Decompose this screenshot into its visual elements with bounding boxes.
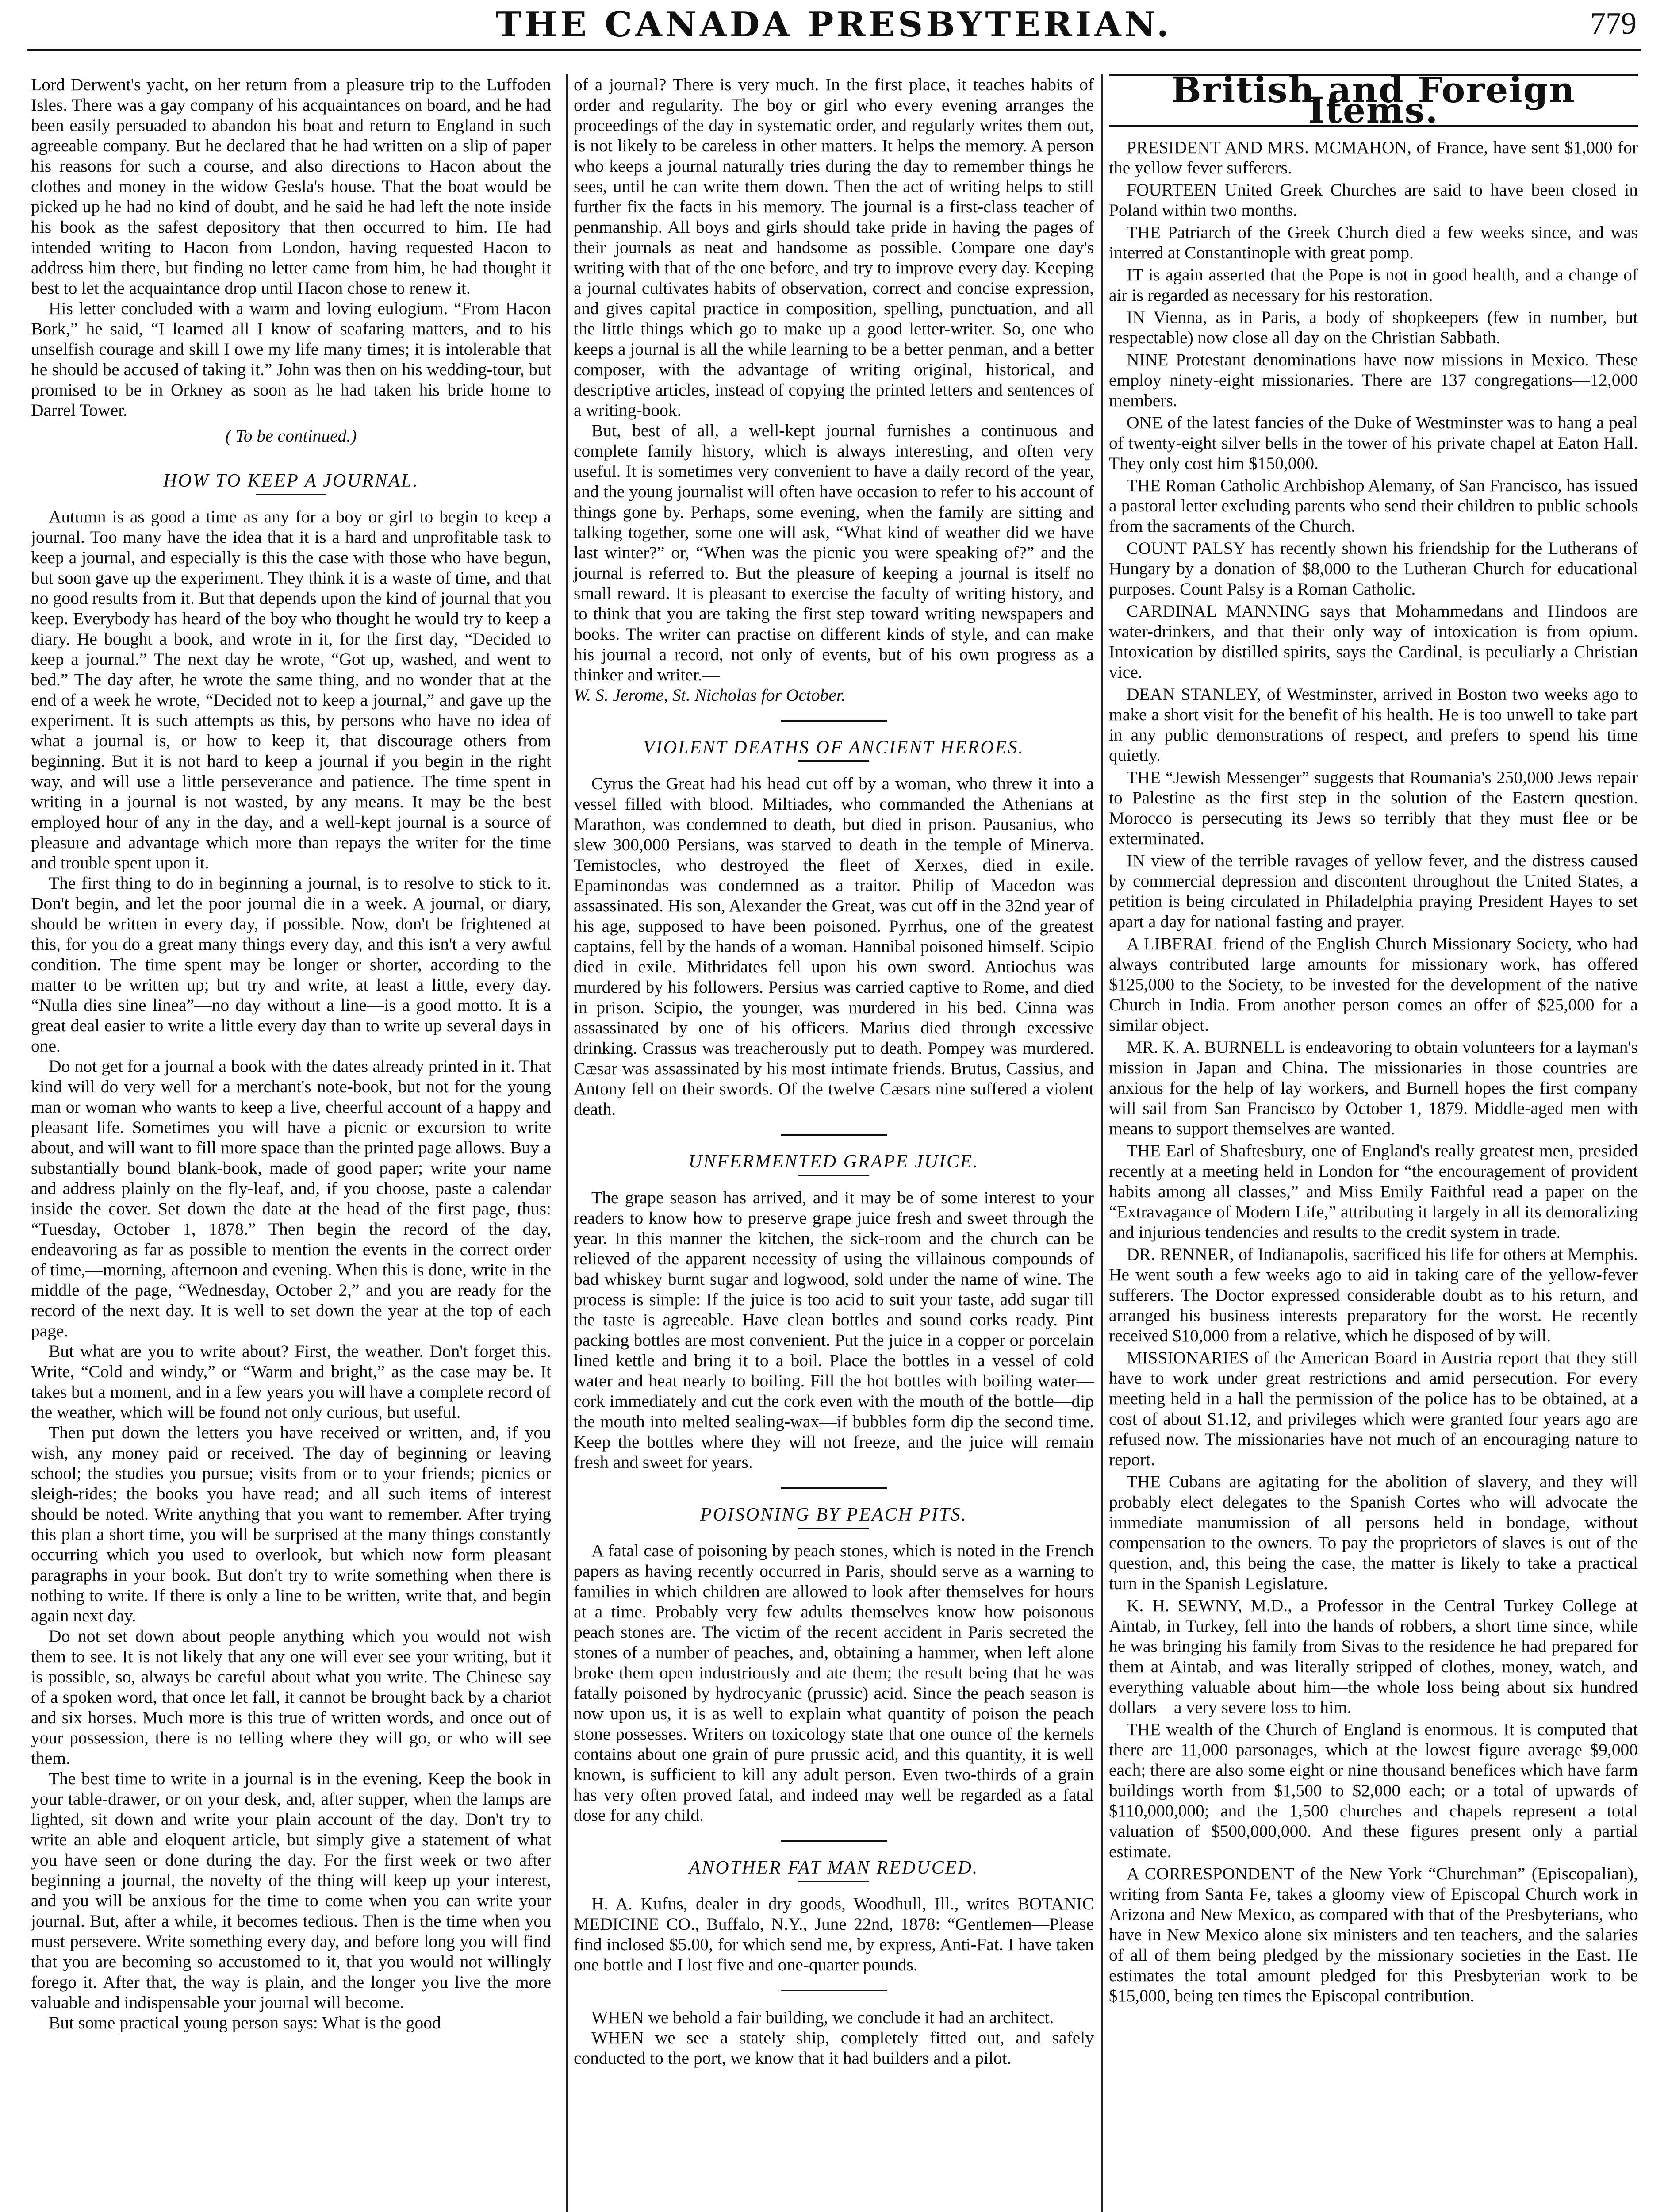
news-item <box>1109 307 1638 348</box>
heading-rule <box>798 760 869 762</box>
journal-article-text <box>31 507 551 2033</box>
news-item <box>1109 412 1638 473</box>
news-item <box>1109 1595 1638 1717</box>
paragraph: Do not get for a journal a book with the dates already printed in it. That kind will do very well for a merchant's note-book, but not for the young man or woman who wants to keep a live, cheerful account of a happy and pleasant life. Sometimes you will have a picnic or excursion to write about, and will want to fill more space than the printed page allows. Buy a substantially bound blank-book, made of good paper; write your name and address plainly on the fly-leaf, and, if you choose, paste a calendar inside the cover. Set down the date at the head of the first page, thus: “Tuesday, October 1, 1878.” Then begin the record of the day, endeavoring as far as possible to mention the events in the correct order of time,—morning, afternoon and evening. When this is done, write in the middle of the page, “Wednesday, October 2,” and you are ready for the record of the next day. It is well to set down the year at the top of each page. <box>31 1056 551 1340</box>
closing-paragraphs <box>574 2007 1094 2068</box>
paragraph: But what are you to write about? First, the weather. Don't forget this. Write, “Cold and windy,” or “Warm and bright,” as the case may be. It takes but a moment, and in a few years you will have a complete record of the weather, which will be found not only curious, but useful. <box>31 1341 551 1422</box>
news-item-text: Vienna, as in Paris, a body of shopkeepers (few in number, but respectable) now close all day on the Christian Sabbath. <box>1109 307 1638 347</box>
serial-story-text <box>31 74 551 420</box>
grape-heading: UNFERMENTED GRAPE JUICE. <box>688 1152 979 1172</box>
news-item <box>1109 265 1638 305</box>
paragraph: WHEN we see a stately ship, completely fitted out, and safely conducted to the port, we know that it had builders and a pilot. <box>574 2028 1094 2068</box>
news-item <box>1109 538 1638 599</box>
peach-heading: POISONING BY PEACH PITS. <box>700 1505 967 1525</box>
news-item-lead: DR. RENNER, <box>1127 1244 1234 1264</box>
news-item-lead: CARDINAL MANNING <box>1127 601 1311 621</box>
news-item-lead: THE <box>1127 768 1161 787</box>
news-item-lead: THE <box>1127 1472 1161 1491</box>
page-number: 779 <box>1590 7 1637 41</box>
news-item-lead: MISSIONARIES <box>1127 1348 1249 1367</box>
news-item-lead: A CORRESPONDENT <box>1127 1864 1294 1883</box>
news-item-text: United Greek Churches are said to have been closed in Poland within two months. <box>1109 180 1638 220</box>
news-item <box>1109 850 1638 932</box>
news-item-lead: IT <box>1127 265 1143 284</box>
news-item <box>1109 601 1638 682</box>
paragraph: WHEN we behold a fair building, we conclude it had an architect. <box>591 2008 1054 2027</box>
news-item-text: of Indianapolis, sacrificed his life for others at Memphis. He went south a few weeks ago to aid in taking care of the yellow-fever sufferers. The Doctor expressed considerable doubt as to his return, and arranged his business interests preparatory for the worst. He recently received $10,000 from a relative, which he disposed of by will. <box>1109 1244 1638 1345</box>
fatman-heading: ANOTHER FAT MAN REDUCED. <box>689 1858 979 1878</box>
paragraph: Cyrus the Great had his head cut off by a woman, who threw it into a vessel filled with blood. Miltiades, who commanded the Athenians at Marathon, was condemned to death, but died in prison. Pausanius, who slew 300,000 Persians, was starved to death in the temple of Minerva. Temistocles, who destroyed the fleet of Xerxes, died in exile. Epaminondas was condemned as a traitor. Philip of Macedon was assassinated. His son, Alexander the Great, was cut off in the 32nd year of his age, supposed to have been poisoned. Pyrrhus, one of the greatest captains, fell by the hands of a woman. Hannibal poisoned himself. Scipio died in exile. Mithridates fell upon his own sword. Antiochus was murdered by his followers. Persius was carried captive to Rome, and died in prison. Scipio, the younger, was murdered in his bed. Cinna was assassinated by one of his officers. Marius died through excessive drinking. Crassus was treacherously put to death. Pompey was murdered. Cæsar was assassinated by his most intimate friends. Brutus, Cassius, and Antony fell on their swords. Of the twelve Cæsars nine suffered a violent death. <box>574 774 1094 1119</box>
deaths-heading: VIOLENT DEATHS OF ANCIENT HEROES. <box>643 737 1024 758</box>
news-item-text: is again asserted that the Pope is not in good health, and a change of air is regarded as necessary for his restoration. <box>1109 265 1638 305</box>
british-foreign-items-title: British and Foreign Items. <box>1109 74 1638 127</box>
paragraph: Then put down the letters you have received or written, and, if you wish, any money paid or received. The day of beginning or leaving school; the studies you pursue; visits from or to your friends; picnics or sleigh-rides; the books you have read; and all such items of interest should be noted. Write anything that you want to remember. After trying this plan a short time, you will be surprised at the many things constantly occurring which you used to overlook, but which now form pleasant paragraphs in your book. But don't try to write something when there is nothing to write. If there is only a line to be written, write that, and begin again next day. <box>31 1423 551 1625</box>
news-item-text: Earl of Shaftesbury, one of England's really greatest men, presided recently at a meeting held in London for “the encouragement of provident habits among all classes,” and Miss Emily Faithful read a paper on the “Extravagance of Modern Life,” attributing it largely in all its demoralizing and injurious tendencies and results to the credit system in trade. <box>1109 1141 1638 1242</box>
section-divider <box>781 1840 887 1842</box>
heading-rule <box>798 1175 869 1176</box>
news-item-text: is endeavoring to obtain volunteers for a layman's mission in Japan and China. The missionaries in those countries are anxious for the help of lay workers, and Burnell hopes the first company will sail from San Francisco by October 1, 1879. Middle-aged men with means to support themselves are wanted. <box>1109 1037 1638 1138</box>
news-item-lead: THE <box>1127 1720 1161 1739</box>
section-divider <box>781 720 887 722</box>
newspaper-title: THE CANADA PRESBYTERIAN. <box>495 4 1172 45</box>
news-item-text: of the latest fancies of the Duke of Westminster was to hang a peal of twenty-eight silver bells in the tower of his private chapel at Eaton Hall. They only cost him $150,000. <box>1109 413 1638 473</box>
news-item-lead: NINE <box>1127 350 1169 369</box>
news-item-lead: ONE <box>1127 413 1163 432</box>
news-item-lead: PRESIDENT AND MRS. MCMAHON, <box>1127 138 1411 157</box>
journal-heading: HOW TO KEEP A JOURNAL. <box>163 471 419 491</box>
news-item-text: has recently shown his friendship for the Lutherans of Hungary by a donation of $8,000 to the Lutheran Church for educational purposes. Count Palsy is a Roman Catholic. <box>1109 538 1638 599</box>
paragraph: His letter concluded with a warm and loving eulogium. “From Hacon Bork,” he said, “I learned all I know of seafaring matters, and to his unselfish courage and skill I owe my life many times; it is intolerable that he should be accused of taking it.” John was then on his wedding-tour, but promised to be in Orkney as soon as he had taken his bride home to Darrel Tower. <box>31 299 551 420</box>
news-item-lead: K. H. SEWNY, M.D., <box>1127 1596 1292 1615</box>
paragraph: The grape season has arrived, and it may be of some interest to your readers to know how to preserve grape juice fresh and sweet through the year. In this manner the kitchen, the sick-room and the church can be relieved of the apparent necessity of using the villainous compounds of bad whiskey burnt sugar and logwood, sold under the name of wine. The process is simple: If the juice is too acid to suit your taste, add sugar till the taste is agreeable. Have clean bottles and sound corks ready. Pint packing bottles are most convenient. Put the juice in a copper or porcelain lined kettle and bring it to a boil. Place the bottles in a vessel of cold water and heat nearly to boiling. Fill the hot bottles with boiling water—cork immediately and cut the cork even with the mouth of the bottle—dip the mouth into melted sealing-wax—if bubbles form dip the second time. Keep the bottles where they will not freeze, and the juice will remain fresh and sweet for years. <box>574 1188 1094 1472</box>
paragraph: Lord Derwent's yacht, on her return from a pleasure trip to the Luffoden Isles. There was a gay company of his acquaintances on board, and he had been easily persuaded to abandon his boat and return to England in such agreeable company. But he declared that he had written on a slip of paper his reasons for such a course, and also directions to Hacon about the clothes and money in the widow Gesla's house. That the boat would be picked up he had no kind of doubt, and he said he had left the note inside his book as the safest depository that then occurred to him. He had intended writing to Hacon from London, having requested Hacon to address him there, but finding no letter came from him, he had thought it best to let the acquaintance drop until Hacon chose to renew it. <box>31 75 551 298</box>
heading-rule <box>256 494 326 495</box>
deaths-article-text <box>574 773 1094 1119</box>
news-item <box>1109 1141 1638 1242</box>
news-item-lead: THE <box>1127 1141 1161 1160</box>
paragraph: The first thing to do in beginning a journal, is to resolve to stick to it. Don't begin, and let the poor journal die in a week. A journal, or diary, should be written in every day, if possible. Now, don't be frightened at this, for you do a great many things every day, and this isn't a very awful condition. The time spent may be longer or shorter, according to the matter to be written up; but try and write, at least a little, every day. “Nulla dies sine linea”—no day without a line—is a good motto. It is a great deal easier to write a little every day than to write up several days in one. <box>31 873 551 1056</box>
news-item <box>1109 180 1638 220</box>
news-item-text: view of the terrible ravages of yellow fever, and the distress caused by commercial depression and discontent throughout the United States, a petition is being circulated in Philadelphia praying President Hayes to set apart a day for national fasting and prayer. <box>1109 851 1638 931</box>
news-item <box>1109 1244 1638 1346</box>
section-divider <box>781 1487 887 1489</box>
news-items-list <box>1109 137 1638 2006</box>
to-be-continued: ( To be continued.) <box>225 426 357 445</box>
news-item <box>1109 1471 1638 1594</box>
paragraph: A fatal case of poisoning by peach stones, which is noted in the French papers as having recently occurred in Paris, should serve as a warning to families in which children are allowed to look after themselves for hours at a time. Probably very few adults themselves know how poisonous peach stones are. The victim of the recent accident in Paris secreted the stones of a number of peaches, and, obtaining a hammer, when left alone broke them open industriously and ate them; the result being that he was fatally poisoned by hydrocyanic (prussic) acid. Since the peach season is now upon us, it is as well to explain what quantity of poison the peach stone possesses. Writers on toxicology state that one ounce of the kernels contains about one grain of pure prussic acid, and this quantity, it is well known, is sufficient to kill any adult person. Even two-thirds of a grain has very often proved fatal, and indeed may well be regarded as a fatal dose for any child. <box>574 1541 1094 1825</box>
news-item-lead: MR. K. A. BURNELL <box>1127 1037 1285 1057</box>
news-item-text: Roman Catholic Archbishop Alemany, of San Francisco, has issued a pastoral letter excluding parents who send their children to public schools from the sacraments of the Church. <box>1109 476 1638 536</box>
paragraph: But some practical young person says: What is the good <box>49 2013 441 2032</box>
news-item-text: of France, have sent $1,000 for the yellow fever sufferers. <box>1109 138 1638 177</box>
section-divider <box>781 1990 887 1991</box>
news-item-text: wealth of the Church of England is enormous. It is computed that there are 11,000 parsonages, which at the lowest figure average $9,000 each; there are also some eight or nine thousand benefices which have farm buildings worth from $1,500 to $2,000 each; or a total of upwards of $110,000,000; and the 1,500 churches and chapels represent a total valuation of $500,000,000. And these figures present only a partial estimate. <box>1109 1720 1638 1861</box>
news-item-text: “Jewish Messenger” suggests that Roumania's 250,000 Jews repair to Palestine as the first step in the solution of the Eastern question. Morocco is persecuting its Jews so terribly that they must flee or be exterminated. <box>1109 768 1638 848</box>
news-item-text: of Westminster, arrived in Boston two weeks ago to make a short visit for the benefit of his health. He is too unwell to take part in any public demonstrations of respect, and prefers to spend his time quietly. <box>1109 684 1638 765</box>
news-item <box>1109 222 1638 263</box>
news-item-lead: IN <box>1127 851 1145 870</box>
news-item <box>1109 1348 1638 1470</box>
journal-article-continuation <box>574 74 1094 685</box>
news-item-lead: THE <box>1127 223 1161 242</box>
journal-signature: W. S. Jerome, St. Nicholas for October. <box>574 685 846 705</box>
news-item-lead: THE <box>1127 476 1161 495</box>
news-item <box>1109 1719 1638 1862</box>
news-item <box>1109 349 1638 411</box>
news-item-lead: FOURTEEN <box>1127 180 1217 200</box>
masthead <box>27 0 1641 51</box>
news-item <box>1109 137 1638 178</box>
news-item <box>1109 475 1638 536</box>
column-left <box>31 74 551 2212</box>
news-item-text: of the New York “Churchman” (Episcopalian), writing from Santa Fe, takes a gloomy view of Episcopal Church work in Arizona and New Mexico, as compared with that of the Presbyterians, who have in New Mexico alone six ministers and ten teachers, and the salaries of all of them being pledged by the missionary societies in the East. He estimates the total amount pledged for this Presbyterian work to be $15,000, being ten times the Episcopal contribution. <box>1109 1864 1638 2005</box>
column-middle <box>566 74 1094 2212</box>
news-item <box>1109 684 1638 765</box>
heading-rule <box>798 1528 869 1529</box>
column-right <box>1101 69 1638 2212</box>
paragraph: But, best of all, a well-kept journal furnishes a continuous and complete family history, which is always interesting, and often very useful. It is sometimes very convenient to have a daily record of the year, and the young journalist will often have occasion to refer to his account of things gone by. Perhaps, some evening, when the family are sitting and talking together, some one will ask, “What kind of weather did we have last winter?” or, “When was the picnic you were speaking of?” and the journal is referred to. But the pleasure of keeping a journal is itself no small reward. It is pleasant to exercise the faculty of writing history, and to think that you are taking the first step toward writing newspapers and books. The writer can practise on different kinds of style, and can make his journal a record, not only of events, but of his own progress as a thinker and writer.— <box>574 421 1094 684</box>
paragraph: The best time to write in a journal is in the evening. Keep the book in your table-drawer, or on your desk, and, after supper, when the lamps are lighted, sit down and write your plain account of the day. Don't try to write an able and eloquent article, but simply give a statement of what you have seen or done during the day. For the first week or two after beginning a journal, the novelty of the thing will keep up your interest, and you will be anxious for the time to come when you can write your journal. But, after a while, it becomes tedious. Then is the time when you must persevere. Write something every day, and before long you will find that you are becoming so accustomed to it, that you would not willingly forego it. After that, the way is plain, and the longer you live the more valuable and indispensable your journal will become. <box>31 1769 551 2012</box>
peach-article-text <box>574 1540 1094 1825</box>
fatman-article-text <box>574 1893 1094 1975</box>
news-item-text: says that Mohammedans and Hindoos are water-drinkers, and that their only way of intoxication is from opium. Intoxication by distilled spirits, says the Cardinal, is peculiarly a Christian vice. <box>1109 601 1638 682</box>
news-item-text: Cubans are agitating for the abolition of slavery, and they will probably elect delegates to the Spanish Cortes who will advocate the immediate manumission of all persons held in bondage, without compensation to the owners. To pay the proprietors of slaves is out of the question, and, this being the case, the matter is likely to take a practical turn in the Spanish Legislature. <box>1109 1472 1638 1593</box>
heading-rule <box>798 1881 869 1882</box>
paragraph: H. A. Kufus, dealer in dry goods, Woodhull, Ill., writes BOTANIC MEDICINE CO., Buffalo, N.Y., June 22nd, 1878: “Gentlemen—Please find inclosed $5.00, for which send me, by express, Anti-Fat. I have taken one bottle and I lost five and one-quarter pounds. <box>574 1894 1094 1974</box>
paragraph: Do not set down about people anything which you would not wish them to see. It is not likely that any one will ever see your writing, but it is possible, so, always be careful about what you write. The Chinese say of a spoken word, that once let fall, it cannot be brought back by a chariot and six horses. Much more is this true of written words, and once out of your possession, there is no telling where they will go, or who will see them. <box>31 1626 551 1768</box>
news-item-text: Patriarch of the Greek Church died a few weeks since, and was interred at Constantinople with great pomp. <box>1109 223 1638 262</box>
news-item-lead: DEAN STANLEY, <box>1127 684 1262 704</box>
news-item-text: a Professor in the Central Turkey College at Aintab, in Turkey, fell into the hands of robbers, a short time since, while he was bringing his family from Sivas to the residence he had prepared for them at Aintab, and was literally stripped of clothes, money, watch, and everything valuable about him—the whole loss being about six hundred dollars—a very severe loss to him. <box>1109 1596 1638 1717</box>
news-item-lead: IN <box>1127 307 1145 327</box>
grape-article-text <box>574 1187 1094 1472</box>
news-item-lead: A LIBERAL <box>1127 934 1218 953</box>
news-item <box>1109 1037 1638 1139</box>
news-item <box>1109 1863 1638 2006</box>
section-divider <box>781 1134 887 1136</box>
news-item <box>1109 933 1638 1035</box>
news-item-text: Protestant denominations have now missions in Mexico. These employ ninety-eight missionaries. There are 137 congregations—12,000 members. <box>1109 350 1638 410</box>
news-item <box>1109 767 1638 849</box>
news-item-text: friend of the English Church Missionary Society, who had always contributed large amounts for missionary work, has offered $125,000 to the Society, to be invested for the development of the native Church in India. From another person comes an offer of $25,000 for a similar object. <box>1109 934 1638 1035</box>
news-item-lead: COUNT PALSY <box>1127 538 1246 558</box>
paragraph: Autumn is as good a time as any for a boy or girl to begin to keep a journal. Too many have the idea that it is a hard and unprofitable task to keep a journal, and especially is this the case with those who have begun, but soon gave up the experiment. They think it is a waste of time, and that no good results from it. But that depends upon the kind of journal that you keep. Everybody has heard of the boy who thought he would try to keep a diary. He bought a book, and wrote in it, for the first day, “Decided to keep a journal.” The next day he wrote, “Got up, washed, and went to bed.” The day after, he wrote the same thing, and no wonder that at the end of a week he wrote, “Decided not to keep a journal,” and gave up the experiment. It is such attempts as this, by persons who have no idea of what a journal is, or how to keep it, that discourage others from beginning. But it is not hard to keep a journal if you begin in the right way, and will use a little perseverance and patience. The time spent in writing in a journal is not wasted, by any means. It may be the best employed hour of any in the day, and a well-kept journal is a source of pleasure and advantage which more than repays the writer for the time and trouble spent upon it. <box>31 507 551 872</box>
news-item-text: of the American Board in Austria report that they still have to work under great restrictions and amid persecution. For every meeting held in a hall the permission of the police has to be obtained, at a cost of about $1.12, and privileges which were granted four years ago are refused now. The missionaries have not much of an encouraging nature to report. <box>1109 1348 1638 1469</box>
paragraph: of a journal? There is very much. In the first place, it teaches habits of order and regularity. The boy or girl who every evening arranges the proceedings of the day in systematic order, and regularly writes them out, is not likely to be careless in other matters. It helps the memory. A person who keeps a journal naturally tries during the day to remember things he sees, until he can write them down. Then the act of writing helps to still further fix the facts in his memory. The journal is a first-class teacher of penmanship. All boys and girls should take pride in having the pages of their journals as neat and handsome as possible. Compare one day's writing with that of the one before, and try to improve every day. Keeping a journal cultivates habits of observation, correct and concise expression, and gives capital practice in composition, spelling, punctuation, and all the little things which go to make up a good letter-writer. So, one who keeps a journal is all the while learning to be a better penman, and a better composer, with the advantage of writing original, historical, and descriptive articles, instead of copying the printed letters and sentences of a writing-book. <box>574 75 1094 420</box>
